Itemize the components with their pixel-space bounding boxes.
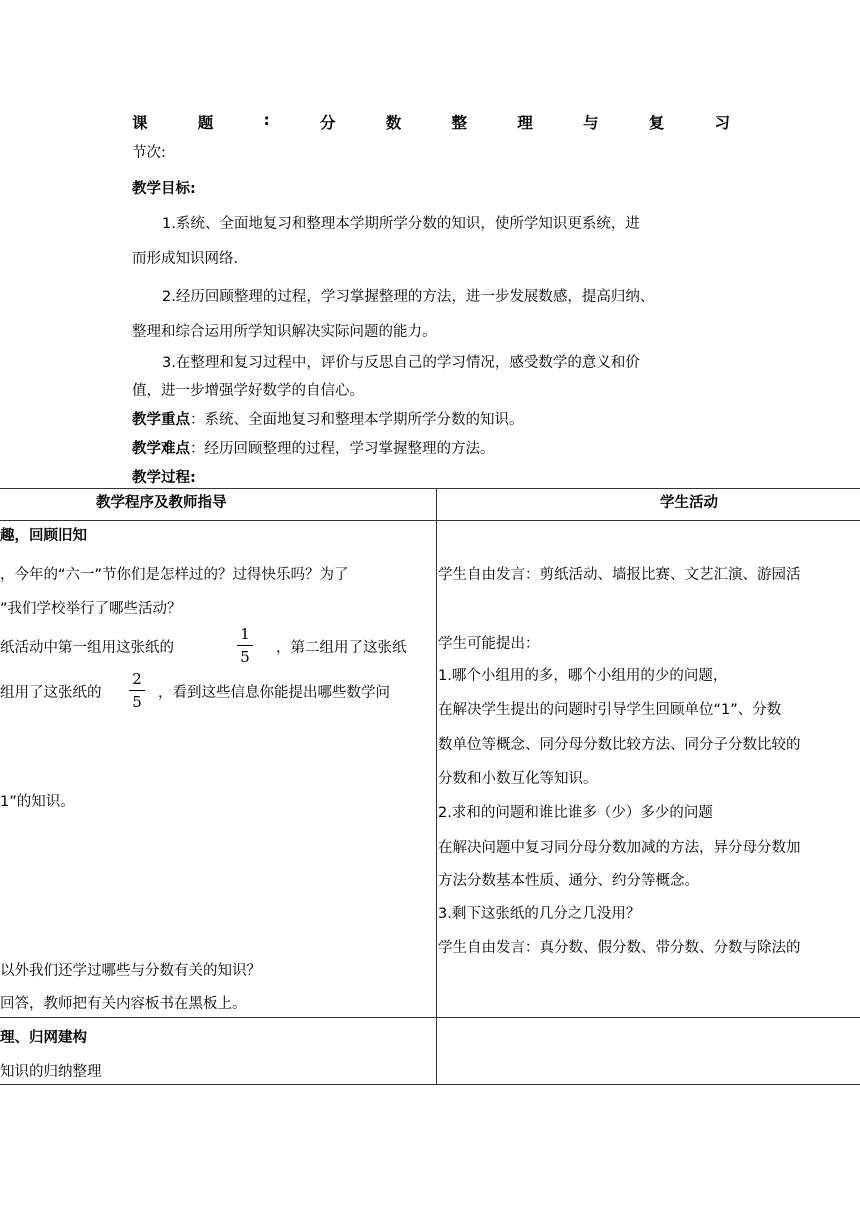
fraction-denominator: 5 (240, 648, 250, 666)
student-line: 分数和小数互化等知识。 (438, 771, 598, 787)
objective-1-line-1: 1.系统、全面地复习和整理本学期所学分数的知识，使所学知识更系统，进 (162, 216, 640, 232)
key-point (132, 408, 524, 429)
objective-2-line-2: 整理和综合运用所学知识解决实际问题的能力。 (132, 324, 437, 340)
teacher-line: 回答，教师把有关内容板书在黑板上。 (0, 996, 247, 1012)
difficulty (132, 437, 495, 458)
student-line: 学生自由发言：剪纸活动、墙报比赛、文艺汇演、游园活 (438, 567, 801, 583)
student-line: 数单位等概念、同分母分数比较方法、同分子分数比较的 (438, 737, 801, 753)
teacher-line: 以外我们还学过哪些与分数有关的知识？ (0, 963, 261, 979)
table-column-divider (436, 488, 437, 1085)
title-char: 习 (714, 114, 730, 132)
key-point-text: ：系统、全面地复习和整理本学期所学分数的知识。 (190, 412, 524, 428)
column-header-teacher: 教学程序及教师指导 (96, 495, 227, 511)
title-char: : (263, 111, 270, 129)
objective-1-line-2: 而形成知识网络. (132, 251, 239, 267)
column-header-student: 学生活动 (660, 495, 718, 511)
table-header-divider (0, 520, 860, 521)
title-char: 整 (451, 114, 467, 132)
teacher-line: 知识的归纳整理 (0, 1064, 102, 1080)
difficulty-text: ：经历回顾整理的过程，学习掌握整理的方法。 (190, 441, 495, 457)
title-char: 数 (385, 114, 402, 132)
student-line: 方法分数基本性质、通分、约分等概念。 (438, 873, 699, 889)
student-line: 学生自由发言：真分数、假分数、带分数、分数与除法的 (438, 940, 801, 956)
student-line: 3.剩下这张纸的几分之几没用？ (438, 906, 641, 922)
student-line: 在解决问题中复习同分母分数加减的方法，异分母分数加 (438, 840, 801, 856)
fraction-bar (237, 645, 253, 646)
student-line: 在解决学生提出的问题时引导学生回顾单位“1”、分数 (438, 702, 782, 718)
teacher-line: ”我们学校举行了哪些活动？ (0, 601, 182, 617)
title-char: 理 (517, 114, 533, 132)
process-heading: 教学过程: (132, 470, 196, 486)
section-2-heading: 理、归网建构 (0, 1030, 87, 1046)
teaching-process-table (0, 488, 860, 1085)
title-char: 分 (319, 114, 336, 132)
table-row-divider (0, 1017, 860, 1018)
section-label: 节次: (132, 145, 166, 161)
key-point-label: 教学重点 (132, 412, 190, 428)
student-line: 学生可能提出： (438, 636, 540, 652)
objective-2-line-1: 2.经历回顾整理的过程，学习掌握整理的方法，进一步发展数感，提高归纳、 (162, 289, 655, 305)
objective-3-line-2: 值，进一步增强学好数学的自信心。 (132, 383, 364, 399)
table-border-bottom (0, 1084, 860, 1085)
table-border-top (0, 488, 860, 489)
fraction-two-fifths (129, 671, 145, 710)
title-char: 复 (648, 114, 665, 132)
teacher-line: ，第二组用了这张纸 (276, 640, 407, 656)
title-char: 与 (582, 114, 599, 132)
teacher-line: 1”的知识。 (0, 794, 75, 810)
fraction-bar (129, 690, 145, 691)
lesson-title (132, 111, 730, 133)
fraction-numerator: 2 (132, 670, 142, 688)
section-1-heading: 趣，回顾旧知 (0, 528, 87, 544)
difficulty-label: 教学难点 (132, 441, 190, 457)
fraction-numerator: 1 (240, 625, 250, 643)
fraction-one-fifth (237, 626, 253, 665)
title-char: 题 (197, 114, 214, 132)
student-line: 2.求和的问题和谁比谁多（少）多少的问题 (438, 805, 713, 821)
teacher-line: ，看到这些信息你能提出哪些数学问 (158, 685, 390, 701)
fraction-denominator: 5 (132, 693, 142, 711)
objective-3-line-1: 3.在整理和复习过程中，评价与反思自己的学习情况，感受数学的意义和价 (162, 355, 640, 371)
teacher-line: ，今年的“六一”节你们是怎样过的？过得快乐吗？为了 (0, 567, 349, 583)
objectives-heading: 教学目标: (132, 181, 196, 197)
student-line: 1.哪个小组用的多，哪个小组用的少的问题， (438, 668, 728, 684)
title-char: 课 (132, 114, 148, 132)
teacher-line: 纸活动中第一组用这张纸的 (0, 640, 174, 656)
teacher-line: 组用了这张纸的 (0, 685, 102, 701)
